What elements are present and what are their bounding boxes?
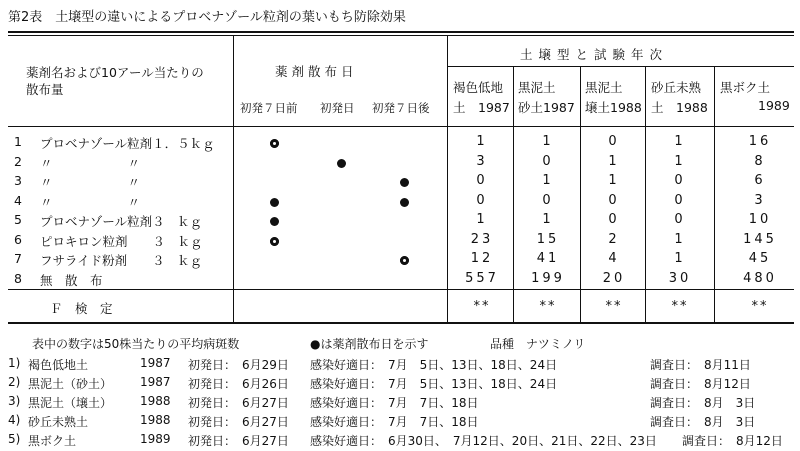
footnote-onset: 初発日： 6月27日 (188, 415, 289, 429)
value-cell: 3 (754, 192, 766, 208)
agent-column-header: 薬剤名および10アール当たりの 散布量 (26, 65, 204, 97)
col-divider-2 (447, 35, 448, 323)
value-cell: 1 (608, 153, 620, 169)
value-cell: 0 (608, 192, 620, 208)
date-sub-1: 初発７日前 (240, 101, 298, 115)
application-dot (337, 159, 346, 168)
col-divider-1 (233, 35, 234, 323)
ftest-value: ** (751, 299, 769, 314)
ftest-bottom-rule (8, 322, 794, 324)
row-agent: 〃 〃 (40, 155, 141, 171)
value-cell: 0 (674, 173, 686, 188)
value-cell: 1 (542, 173, 554, 188)
row-agent: プロベナゾール粒剤３ ｋｇ (40, 214, 203, 229)
footnote-survey: 調査日： 8月11日 (650, 358, 751, 372)
footnote-no: 4) (8, 413, 21, 427)
value-cell: 4 (608, 251, 620, 266)
ftest-value: ** (605, 299, 623, 314)
value-cell: 1 (674, 153, 686, 169)
footnote-onset: 初発日： 6月27日 (188, 396, 289, 410)
note-variety: 品種 ナツミノリ (490, 337, 586, 351)
ftest-label: Ｆ 検 定 (50, 301, 113, 316)
application-dot (400, 256, 409, 265)
footnote-soil: 砂丘未熟土 (28, 415, 89, 429)
row-number: 3 (14, 173, 22, 188)
col-divider-6 (714, 66, 715, 323)
table-title: 第2表 土壌型の違いによるプロベナゾール粒剤の葉いもち防除効果 (8, 10, 406, 25)
row-agent: 〃 〃 (40, 175, 141, 190)
value-cell: 20 (602, 270, 626, 286)
row-agent: プロベナゾール粒剤１．５ｋｇ (40, 136, 215, 151)
col-divider-4 (580, 66, 581, 323)
soil-4-sub: 土 1988 (651, 100, 708, 115)
value-cell: 3 (476, 153, 488, 169)
application-dot (400, 198, 409, 207)
footnote-survey: 調査日： 8月 3日 (650, 396, 756, 410)
footnote-survey: 調査日： 8月12日 (650, 377, 751, 391)
footnote-infect: 感染好適日： 7月 7日、18日 (310, 396, 479, 410)
top-double-rule-1 (8, 31, 794, 33)
value-cell: 45 (748, 251, 772, 266)
application-dot (270, 237, 279, 246)
row-number: 4 (14, 192, 22, 208)
row-agent: ピロキロン粒剤 ３ ｋｇ (40, 233, 203, 249)
ftest-value: ** (671, 299, 689, 314)
soil-3-name: 黒泥土 (585, 80, 623, 95)
value-cell: 0 (542, 192, 554, 208)
application-dot (270, 217, 279, 226)
value-cell: 0 (674, 212, 686, 227)
footnote-soil: 黒ボク土 (28, 434, 77, 448)
soil-column-header: 土壌型と試験年次 (520, 47, 669, 62)
value-cell: 1 (608, 173, 620, 188)
footnote-soil: 褐色低地土 (28, 358, 89, 372)
application-dot (400, 178, 409, 187)
value-cell: 16 (748, 134, 772, 149)
value-cell: 1 (476, 212, 488, 227)
date-column-header: 薬剤散布日 (275, 64, 358, 79)
footnote-year: 1989 (140, 432, 171, 446)
footnote-onset: 初発日： 6月26日 (188, 377, 289, 391)
row-number: 2 (14, 153, 22, 169)
soil-2-name: 黒泥土 (518, 80, 556, 95)
footnote-year: 1987 (140, 356, 171, 370)
value-cell: 0 (476, 173, 488, 188)
footnote-infect: 感染好適日： 6月30日、 7月12日、20日、21日、22日、23日 (310, 434, 657, 448)
row-number: 5 (14, 212, 22, 227)
footnote-infect: 感染好適日： 7月 5日、13日、18日、24日 (310, 358, 558, 372)
value-cell: 6 (754, 173, 766, 188)
ftest-top-rule (8, 289, 794, 290)
application-dot (270, 139, 279, 148)
value-cell: 2 (608, 231, 620, 247)
footnote-year: 1988 (140, 413, 171, 427)
row-number: 1 (14, 134, 22, 149)
row-number: 8 (14, 270, 22, 286)
footnote-onset: 初発日： 6月27日 (188, 434, 289, 448)
footnote-infect: 感染好適日： 7月 5日、13日、18日、24日 (310, 377, 558, 391)
value-cell: 1 (476, 134, 488, 149)
footnote-onset: 初発日： 6月29日 (188, 358, 289, 372)
col-divider-5 (645, 66, 646, 323)
value-cell: 41 (536, 251, 560, 266)
value-cell: 1 (674, 231, 686, 247)
value-cell: 12 (470, 251, 494, 266)
header-bottom-rule (8, 126, 794, 127)
value-cell: 0 (476, 192, 488, 208)
row-agent: フサライド粉剤 ３ ｋｇ (40, 253, 203, 268)
value-cell: 1 (674, 134, 686, 149)
value-cell: 10 (748, 212, 772, 227)
top-double-rule-2 (8, 35, 794, 36)
footnote-year: 1987 (140, 375, 171, 389)
value-cell: 1 (542, 134, 554, 149)
value-cell: 557 (465, 270, 499, 286)
value-cell: 1 (674, 251, 686, 266)
soil-5-name: 黒ボク土 (720, 80, 771, 95)
application-dot (270, 198, 279, 207)
value-cell: 0 (542, 153, 554, 169)
soil-4-name: 砂丘未熟 (651, 80, 702, 95)
footnote-soil: 黒泥土（壌土） (28, 396, 113, 410)
value-cell: 0 (674, 192, 686, 208)
value-cell: 30 (668, 270, 692, 286)
footnote-no: 1) (8, 356, 21, 370)
value-cell: 15 (536, 231, 560, 247)
date-sub-3: 初発７日後 (372, 101, 430, 115)
footnote-survey: 調査日： 8月 3日 (650, 415, 756, 429)
value-cell: 8 (754, 153, 766, 169)
row-number: 7 (14, 251, 22, 266)
soil-1-name: 褐色低地 (453, 80, 504, 95)
value-cell: 0 (608, 134, 620, 149)
soil-5-sub: 1989 (758, 98, 790, 113)
value-cell: 0 (608, 212, 620, 227)
footnote-soil: 黒泥土（砂土） (28, 377, 113, 391)
footnote-no: 3) (8, 394, 21, 408)
note-dots: ●は薬剤散布日を示す (310, 337, 429, 351)
ftest-value: ** (539, 299, 557, 314)
note-values: 表中の数字は50株当たりの平均病斑数 (32, 337, 240, 351)
footnote-survey: 調査日： 8月12日 (682, 434, 783, 448)
soil-3-sub: 壌土1988 (585, 100, 642, 115)
value-cell: 199 (531, 270, 565, 286)
row-number: 6 (14, 231, 22, 247)
footnote-infect: 感染好適日： 7月 7日、18日 (310, 415, 479, 429)
soil-2-sub: 砂土1987 (518, 100, 575, 115)
value-cell: 480 (743, 270, 777, 286)
soil-header-rule (447, 66, 794, 67)
value-cell: 145 (743, 231, 777, 247)
col-divider-3 (513, 66, 514, 323)
date-sub-2: 初発日 (320, 101, 355, 115)
row-agent: 無 散 布 (40, 272, 103, 288)
footnote-no: 5) (8, 432, 21, 446)
ftest-value: ** (473, 299, 491, 314)
row-agent: 〃 〃 (40, 194, 141, 210)
value-cell: 1 (542, 212, 554, 227)
value-cell: 23 (470, 231, 494, 247)
footnote-no: 2) (8, 375, 21, 389)
soil-1-sub: 土 1987 (453, 100, 510, 115)
footnote-year: 1988 (140, 394, 171, 408)
